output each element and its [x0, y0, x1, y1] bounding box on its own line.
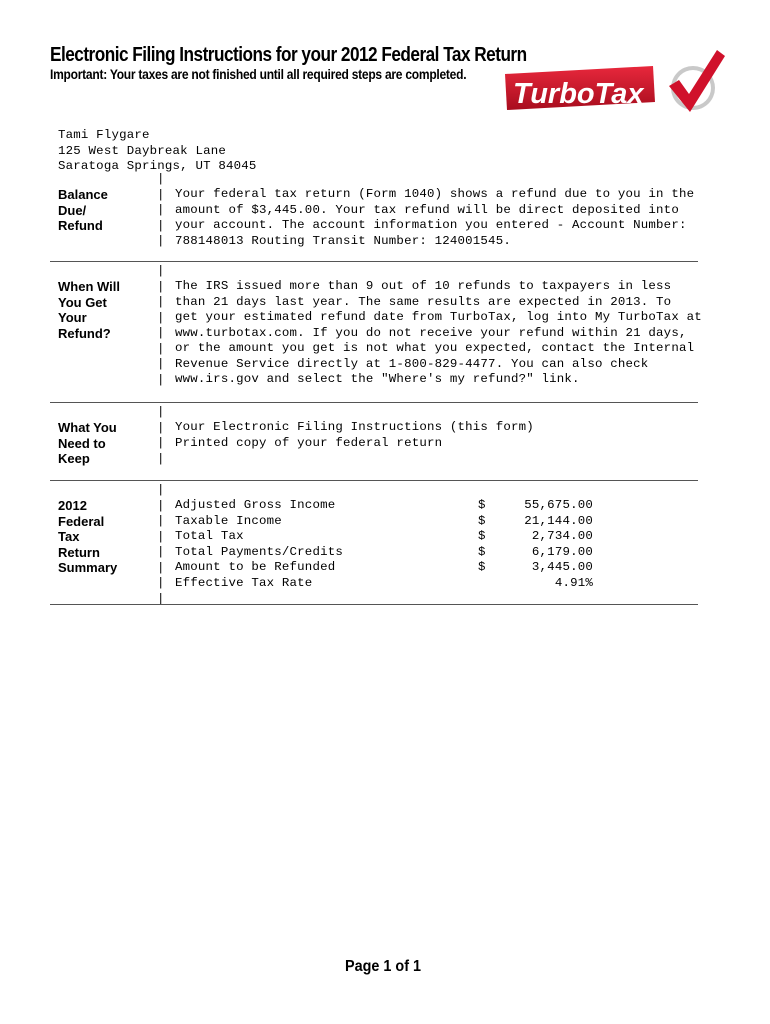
section-refund-timing [50, 264, 702, 403]
section-divider [50, 402, 698, 403]
taxpayer-address [58, 128, 257, 175]
keep-text: Your Electronic Filing Instructions (this form) Printed copy of your federal return [175, 420, 534, 450]
refund-timing-text: The IRS issued more than 9 out of 10 refunds to taxpayers in less than 21 days last year. The same results are expected in 2013. To get your estimated refund date from TurboTax, log into My TurboTax at www.turbotax.com. If you do not receive your refund within 21 days, or the amount you get is not what you expected, contact the Internal Revenue Service directly at 1-800-829-4477. You can also check www.irs.gov and select the "Where's my refund?" link. [175, 279, 702, 386]
column-divider: | | | | | | | | [157, 264, 165, 387]
summary-label: 2012 Federal Tax Return Summary [58, 498, 118, 575]
summary-row: Effective Tax Rate 4.91% [175, 575, 593, 590]
keep-label: What You Need to Keep [58, 420, 117, 466]
page-title: Electronic Filing Instructions for your 2012 Federal Tax Return [50, 44, 527, 66]
section-divider [50, 480, 698, 481]
section-divider [50, 604, 698, 605]
balance-text: Your federal tax return (Form 1040) shows a refund due to you in the amount of $3,445.00. Your tax refund will be direct deposited into your account. The account information you entered - Account Number: 788148013 Routing Transit Number: 124001545. [175, 187, 695, 248]
section-divider [50, 261, 698, 262]
column-divider: | | | | [157, 405, 165, 466]
summary-row: Amount to be Refunded $ 3,445.00 [175, 560, 593, 574]
summary-row: Adjusted Gross Income $ 55,675.00 [175, 498, 593, 512]
turbotax-logo [503, 44, 725, 116]
section-balance-due [50, 174, 698, 262]
taxpayer-name: Tami Flygare [58, 128, 150, 142]
page-number: Page 1 of 1 [345, 958, 422, 975]
page-subtitle: Important: Your taxes are not finished until all required steps are completed. [50, 66, 467, 82]
section-what-to-keep [50, 407, 698, 481]
summary-row: Total Payments/Credits $ 6,179.00 [175, 544, 593, 559]
taxpayer-city: Saratoga Springs, UT 84045 [58, 159, 257, 173]
section-return-summary [50, 485, 698, 605]
column-divider: | | | | | | | | [157, 483, 165, 606]
summary-row: Total Tax $ 2,734.00 [175, 529, 593, 543]
logo-wordmark: TurboTax [513, 78, 644, 110]
checkmark-icon [669, 50, 725, 112]
summary-row: Taxable Income $ 21,144.00 [175, 513, 593, 528]
balance-label: Balance Due/ Refund [58, 187, 108, 233]
taxpayer-street: 125 West Daybreak Lane [58, 143, 226, 158]
column-divider: | | | | | [157, 172, 165, 248]
summary-table [175, 498, 615, 591]
refund-timing-label: When Will You Get Your Refund? [58, 279, 120, 341]
